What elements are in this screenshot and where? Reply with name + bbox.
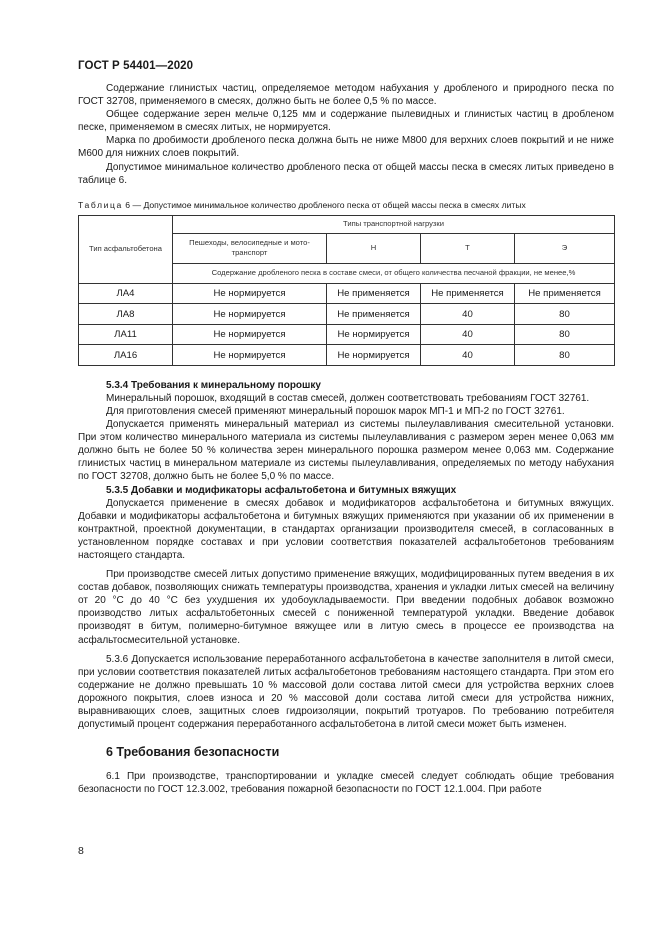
table-row: [79, 304, 615, 325]
table-cell-type: ЛА8: [79, 304, 173, 325]
table-cell: Не применяется: [327, 283, 421, 304]
table-cell: Не нормируется: [327, 345, 421, 366]
sand-content-table: [78, 215, 615, 366]
table-row: [79, 345, 615, 366]
col-header-load: Н: [327, 233, 421, 263]
table-cell: 40: [421, 304, 515, 325]
table-cell: Не нормируется: [173, 324, 327, 345]
col-header-type: Тип асфальтобетона: [79, 215, 173, 283]
paragraph-5-3-6: 5.3.6 Допускается использование переработанного асфальтобетона в качестве заполнителя в литой смеси, при условии соответствия показателей литых асфальтобетонов требованиям настоящего стандарта. При этом его содержание не должно превышать 10 % массовой доли состава литой смеси для устройства верхних слоев дорожного покрытия, слоев износа и 20 % массовой доли состава литой смеси для устройства нижних, выравнивающих слоев, защитных слоев гидроизоляции, покрытий тротуаров. По требованию потребителя допустимый процент содержания переработанного асфальтобетона в литой смеси может быть изменен.: [78, 653, 614, 731]
table-caption-prefix: Таблица: [78, 199, 123, 210]
paragraph: Допускается применять минеральный материал из системы пылеулавливания смесительной установки. При этом количество минерального материала из системы пылеулавливания с размером зерен менее 0,063 мм должно быть не более 50 % количества зерен минерального порошка размером менее 0,063 мм. Содержание глинистых частиц в минеральном материале из системы пылеулавливания, определяемых по методу набухания по ГОСТ 32708, должно быть не более 5,0 % по массе.: [78, 419, 614, 483]
table-caption-text: 6 — Допустимое минимальное количество дробленого песка от общей массы песка в смесях литых: [122, 199, 526, 210]
paragraph: Общее содержание зерен мельче 0,125 мм и содержание пылевидных и глинистых частиц в дробленом песке, применяемом в смесях литых, не нормируется.: [78, 109, 614, 134]
col-header-load: Т: [421, 233, 515, 263]
table-cell: Не нормируется: [173, 283, 327, 304]
page-content: [78, 82, 614, 796]
table-cell: Не нормируется: [327, 324, 421, 345]
table-cell: Не применяется: [327, 304, 421, 325]
subsection-heading-5-3-4: 5.3.4 Требования к минеральному порошку: [106, 379, 321, 391]
paragraph: Марка по дробимости дробленого песка должна быть не ниже М800 для верхних слоев покрытий и не ниже М600 для нижних слоев покрытий.: [78, 135, 614, 160]
paragraph: Для приготовления смесей применяют минеральный порошок марок МП-1 и МП-2 по ГОСТ 32761.: [106, 405, 565, 417]
col-header-content-note: Содержание дробленого песка в составе смеси, от общего количества песчаной фракции, не менее,%: [173, 263, 615, 283]
table-cell: Не применяется: [515, 283, 615, 304]
table-cell: Не нормируется: [173, 304, 327, 325]
page-number: 8: [78, 845, 84, 857]
table-cell: 40: [421, 345, 515, 366]
table-cell: 40: [421, 324, 515, 345]
table-caption: [78, 200, 614, 211]
page-header-title: ГОСТ Р 54401—2020: [78, 60, 194, 72]
paragraph: Минеральный порошок, входящий в состав смесей, должен соответствовать требованиям ГОСТ 32761.: [106, 392, 590, 404]
paragraph: Содержание глинистых частиц, определяемое методом набухания у дробленого и природного песка по ГОСТ 32708, применяемого в смесях, должно быть не более 0,5 % по массе.: [78, 83, 614, 108]
table-row: [79, 283, 615, 304]
table-cell: 80: [515, 324, 615, 345]
col-header-load: Пешеходы, велосипедные и мото-транспорт: [173, 233, 327, 263]
col-header-load: Э: [515, 233, 615, 263]
table-cell-type: ЛА11: [79, 324, 173, 345]
section-heading-6: 6 Требования безопасности: [106, 745, 280, 760]
col-header-load-types: Типы транспортной нагрузки: [173, 215, 615, 233]
table-cell: 80: [515, 304, 615, 325]
paragraph: Допустимое минимальное количество дробленого песка от общей массы песка в смесях литых приведено в таблице 6.: [78, 161, 614, 186]
paragraph-6-1: 6.1 При производстве, транспортировании и укладке смесей следует соблюдать общие требования безопасности по ГОСТ 12.3.002, требования пожарной безопасности по ГОСТ 12.1.004. При работе: [78, 771, 614, 796]
table-cell: 80: [515, 345, 615, 366]
table-row: [79, 324, 615, 345]
table-header-row: [79, 215, 615, 233]
table-cell-type: ЛА4: [79, 283, 173, 304]
table-cell: Не нормируется: [173, 345, 327, 366]
table-cell-type: ЛА16: [79, 345, 173, 366]
paragraph: При производстве смесей литых допустимо применение вяжущих, модифицированных путем введения в их состав добавок, позволяющих снижать температуры производства, хранения и укладки литых смесей на величину от 20 °С до 40 °С без ухудшения их удобоукладываемости. При введении подобных добавок возможно производство литых асфальтобетонных смесей с пониженной температурой укладки. Введение добавок производят в битум, полимерно-битумное вяжущее или в литую смесь в процессе ее производства на асфальтосмесительной установке.: [78, 569, 614, 646]
subsection-heading-5-3-5: 5.3.5 Добавки и модификаторы асфальтобетона и битумных вяжущих: [106, 484, 457, 496]
paragraph: Допускается применение в смесях добавок и модификаторов асфальтобетона и битумных вяжущих. Добавки и модификаторы асфальтобетона и битумных вяжущих применяются при указании об их применении в контрактной, проектной документации, в стандартах организации производителя смесей, в согласованных в установленном порядке составах и при условии соответствия показателей асфальтобетонов требованиям настоящего стандарта.: [78, 497, 614, 561]
table-cell: Не применяется: [421, 283, 515, 304]
